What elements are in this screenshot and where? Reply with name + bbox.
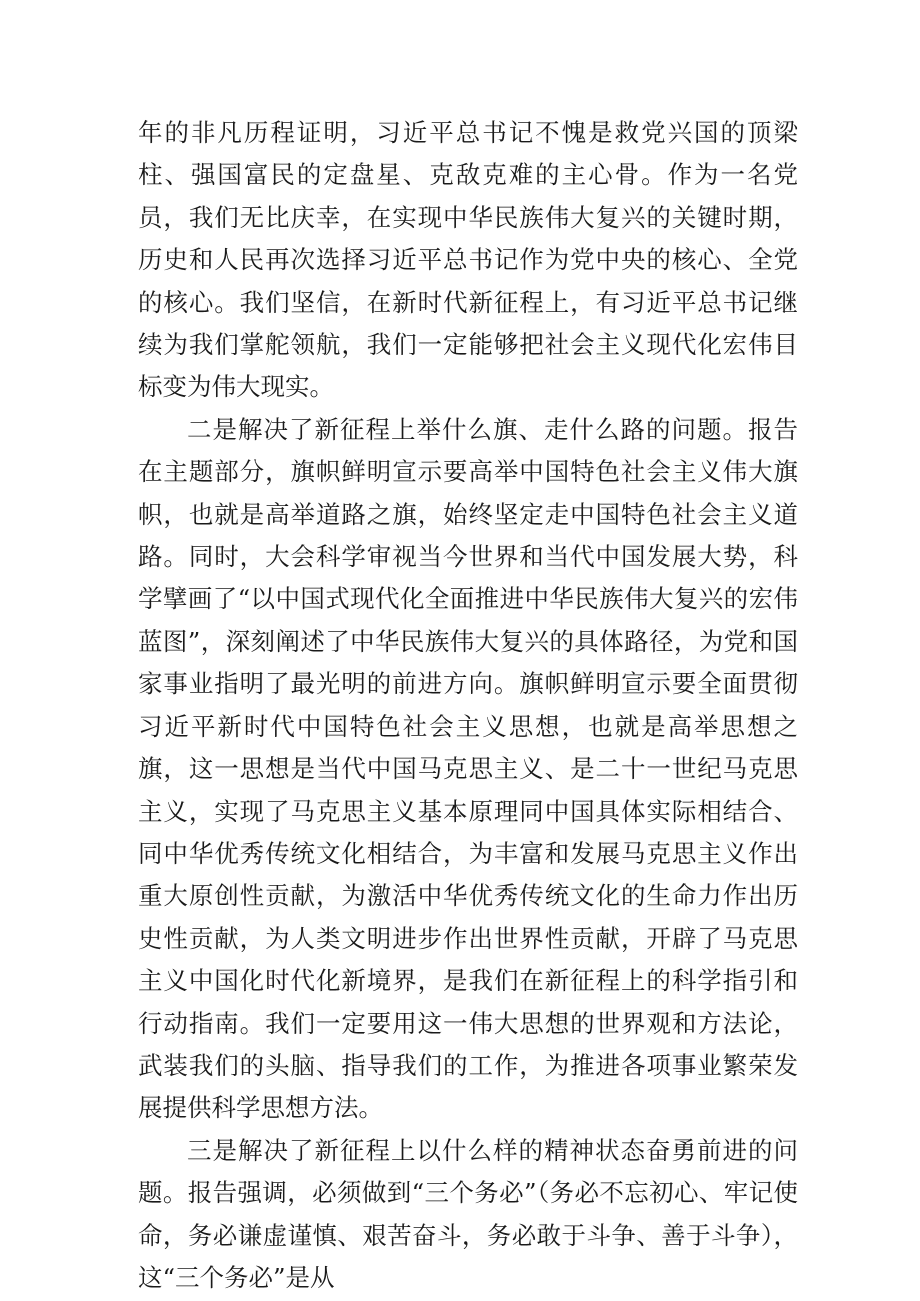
document-body: [138, 112, 798, 1299]
paragraph-3: 三是解决了新征程上以什么样的精神状态奋勇前进的问题。报告强调，必须做到“三个务必”（务必不忘初心、牢记使命，务必谦虚谨慎、艰苦奋斗，务必敢于斗争、善于斗争），这“三个务必”是从: [138, 1135, 798, 1292]
paragraph-2: 二是解决了新征程上举什么旗、走什么路的问题。报告在主题部分，旗帜鲜明宣示要高举中国特色社会主义伟大旗帜，也就是高举道路之旗，始终坚定走中国特色社会主义道路。同时，大会科学审视当今世界和当代中国发展大势，科学擘画了“以中国式现代化全面推进中华民族伟大复兴的宏伟蓝图”，深刻阐述了中华民族伟大复兴的具体路径，为党和国家事业指明了最光明的前进方向。旗帜鲜明宣示要全面贯彻习近平新时代中国特色社会主义思想，也就是高举思想之旗，这一思想是当代中国马克思主义、是二十一世纪马克思主义，实现了马克思主义基本原理同中国具体实际相结合、同中华优秀传统文化相结合，为丰富和发展马克思主义作出重大原创性贡献，为激活中华优秀传统文化的生命力作出历史性贡献，为人类文明进步作出世界性贡献，开辟了马克思主义中国化时代化新境界，是我们在新征程上的科学指引和行动指南。我们一定要用这一伟大思想的世界观和方法论，武装我们的头脑、指导我们的工作，为推进各项事业繁荣发展提供科学思想方法。: [138, 414, 798, 1123]
paragraph-1: 年的非凡历程证明，习近平总书记不愧是救党兴国的顶梁柱、强国富民的定盘星、克敌克难的主心骨。作为一名党员，我们无比庆幸，在实现中华民族伟大复兴的关键时期，历史和人民再次选择习近平总书记作为党中央的核心、全党的核心。我们坚信，在新时代新征程上，有习近平总书记继续为我们掌舵领航，我们一定能够把社会主义现代化宏伟目标变为伟大现实。: [138, 118, 798, 402]
